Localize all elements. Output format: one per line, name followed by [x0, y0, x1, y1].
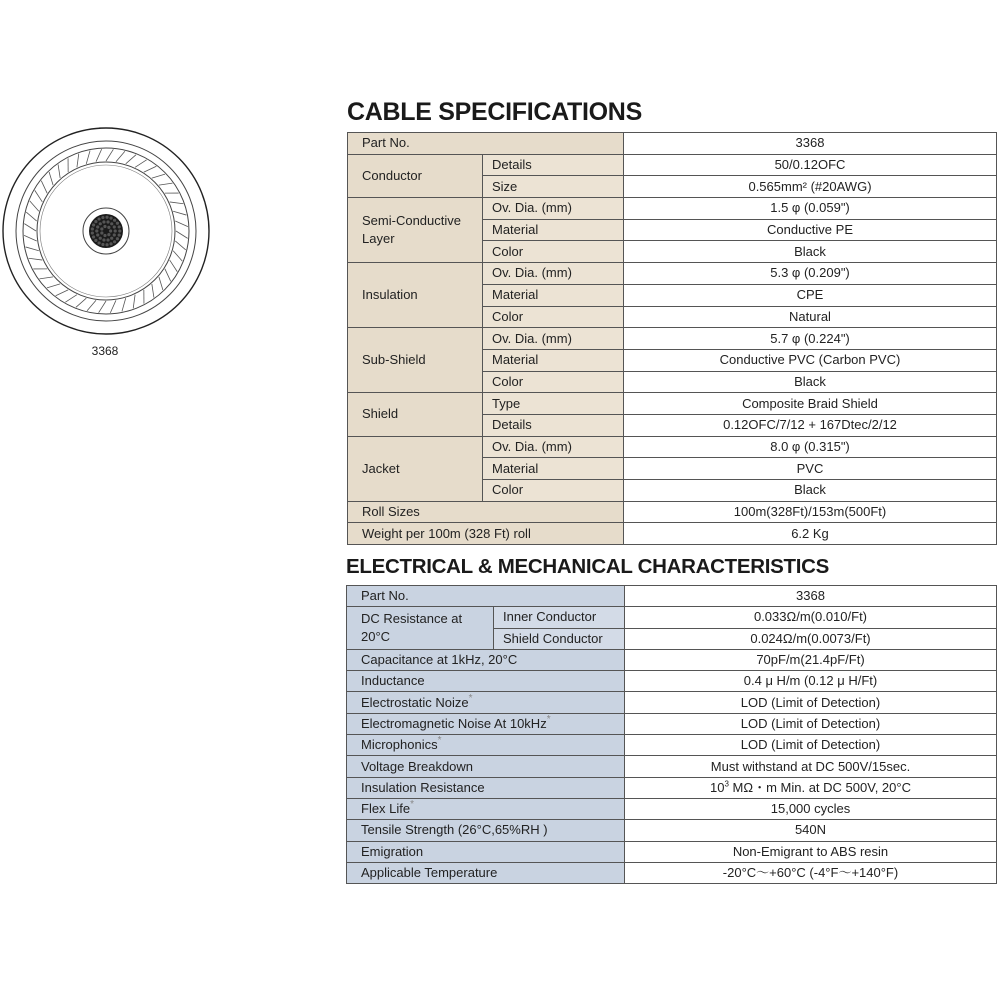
electrostatic-noise-label: [347, 692, 625, 713]
electrostatic-noise-text: Electrostatic Noize: [361, 694, 469, 710]
spec-group-label: Jacket: [348, 436, 483, 501]
spec-sub-label: Ov. Dia. (mm): [483, 328, 624, 350]
table-row: [348, 133, 997, 155]
spec-group-label: Semi-Conductive Layer: [348, 198, 483, 263]
dc-resistance-label: DC Resistance at 20°C: [347, 607, 494, 650]
cable-cross-section-figure: [0, 125, 212, 337]
spec-value: 0.12OFC/7/12 + 167Dtec/2/12: [624, 414, 997, 436]
table-row: [347, 777, 997, 798]
cable-figure-caption: 3368: [91, 344, 119, 358]
spec-value: Black: [624, 371, 997, 393]
flex-life-value: 15,000 cycles: [625, 798, 997, 819]
table-row: [348, 154, 997, 176]
insulation-value-exponent: 3: [724, 779, 729, 789]
spec-value: 50/0.12OFC: [624, 154, 997, 176]
spec-sub-label: Color: [483, 480, 624, 502]
asterisk-note: *: [410, 799, 415, 811]
part-no-value: 3368: [624, 133, 997, 155]
spec-group-label: Shield: [348, 393, 483, 436]
spec-sub-label: Color: [483, 241, 624, 263]
spec-group-label: Conductor: [348, 154, 483, 197]
table-row: [348, 436, 997, 458]
capacitance-value: 70pF/m(21.4pF/Ft): [625, 649, 997, 670]
table-row: [348, 263, 997, 285]
electrical-characteristics-table: [346, 585, 997, 884]
elec-part-no-value: 3368: [625, 586, 997, 607]
elec-part-no-label: Part No.: [347, 586, 625, 607]
table-row: [348, 393, 997, 415]
inner-conductor-label: Inner Conductor: [494, 607, 625, 628]
asterisk-note: *: [546, 713, 551, 725]
tensile-strength-label: Tensile Strength (26°C,65%RH ): [347, 820, 625, 841]
applicable-temperature-value: -20°C〜+60°C (-4°F〜+140°F): [625, 862, 997, 883]
table-row: [348, 328, 997, 350]
shield-conductor-label: Shield Conductor: [494, 628, 625, 649]
spec-value: 5.3 φ (0.209"): [624, 263, 997, 285]
table-row: [347, 820, 997, 841]
table-row: [348, 198, 997, 220]
spec-value: Black: [624, 241, 997, 263]
cable-specifications-table: [347, 132, 997, 545]
table-row: [347, 692, 997, 713]
table-row: [347, 735, 997, 756]
applicable-temperature-label: Applicable Temperature: [347, 862, 625, 883]
spec-sub-label: Ov. Dia. (mm): [483, 198, 624, 220]
table-row: [347, 671, 997, 692]
table-row: [347, 862, 997, 883]
tensile-strength-value: 540N: [625, 820, 997, 841]
spec-sub-label: Details: [483, 154, 624, 176]
spec-group-label: Sub-Shield: [348, 328, 483, 393]
insulation-value-base: 10: [710, 779, 725, 795]
emigration-label: Emigration: [347, 841, 625, 862]
inductance-label: Inductance: [347, 671, 625, 692]
weight-label: Weight per 100m (328 Ft) roll: [348, 523, 624, 545]
microphonics-label: [347, 735, 625, 756]
table-row: [347, 649, 997, 670]
roll-sizes-value: 100m(328Ft)/153m(500Ft): [624, 501, 997, 523]
shield-conductor-value: 0.024Ω/m(0.0073/Ft): [625, 628, 997, 649]
spec-value: 1.5 φ (0.059"): [624, 198, 997, 220]
asterisk-note: *: [437, 735, 442, 747]
table-row: [347, 607, 997, 628]
insulation-resistance-label: Insulation Resistance: [347, 777, 625, 798]
voltage-breakdown-value: Must withstand at DC 500V/15sec.: [625, 756, 997, 777]
table-row: [347, 841, 997, 862]
cable-specifications-title: CABLE SPECIFICATIONS: [347, 98, 642, 126]
table-row: [347, 798, 997, 819]
spec-value: Conductive PVC (Carbon PVC): [624, 349, 997, 371]
spec-value: 8.0 φ (0.315"): [624, 436, 997, 458]
microphonics-text: Microphonics: [361, 737, 438, 753]
spec-sub-label: Material: [483, 284, 624, 306]
spec-sub-label: Ov. Dia. (mm): [483, 263, 624, 285]
spec-value: Composite Braid Shield: [624, 393, 997, 415]
flex-life-label: [347, 798, 625, 819]
roll-sizes-label: Roll Sizes: [348, 501, 624, 523]
spec-sub-label: Ov. Dia. (mm): [483, 436, 624, 458]
spec-value: 0.565mm² (#20AWG): [624, 176, 997, 198]
electrostatic-noise-value: LOD (Limit of Detection): [625, 692, 997, 713]
voltage-breakdown-label: Voltage Breakdown: [347, 756, 625, 777]
microphonics-value: LOD (Limit of Detection): [625, 735, 997, 756]
spec-sub-label: Details: [483, 414, 624, 436]
electromagnetic-noise-text: Electromagnetic Noise At 10kHz: [361, 715, 547, 731]
inner-conductor-value: 0.033Ω/m(0.010/Ft): [625, 607, 997, 628]
spec-value: 5.7 φ (0.224"): [624, 328, 997, 350]
flex-life-text: Flex Life: [361, 801, 411, 817]
table-row: [348, 523, 997, 545]
spec-sub-label: Color: [483, 306, 624, 328]
table-row: [347, 756, 997, 777]
spec-sub-label: Material: [483, 458, 624, 480]
table-row: [347, 713, 997, 734]
insulation-resistance-value: [625, 777, 997, 798]
inductance-value: 0.4 μ H/m (0.12 μ H/Ft): [625, 671, 997, 692]
table-row: [348, 501, 997, 523]
capacitance-label: Capacitance at 1kHz, 20°C: [347, 649, 625, 670]
spec-sub-label: Material: [483, 219, 624, 241]
spec-value: Black: [624, 480, 997, 502]
spec-value: PVC: [624, 458, 997, 480]
spec-sub-label: Color: [483, 371, 624, 393]
spec-sub-label: Material: [483, 349, 624, 371]
spec-value: Conductive PE: [624, 219, 997, 241]
electromagnetic-noise-value: LOD (Limit of Detection): [625, 713, 997, 734]
table-row: [347, 586, 997, 607]
electromagnetic-noise-label: [347, 713, 625, 734]
electrical-characteristics-title: ELECTRICAL & MECHANICAL CHARACTERISTICS: [346, 555, 829, 578]
spec-group-label: Insulation: [348, 263, 483, 328]
spec-sub-label: Type: [483, 393, 624, 415]
insulation-value-rest: MΩ・m Min. at DC 500V, 20°C: [728, 779, 911, 795]
spec-value: Natural: [624, 306, 997, 328]
weight-value: 6.2 Kg: [624, 523, 997, 545]
asterisk-note: *: [468, 692, 473, 704]
spec-value: CPE: [624, 284, 997, 306]
part-no-label: Part No.: [348, 133, 624, 155]
spec-sub-label: Size: [483, 176, 624, 198]
emigration-value: Non-Emigrant to ABS resin: [625, 841, 997, 862]
